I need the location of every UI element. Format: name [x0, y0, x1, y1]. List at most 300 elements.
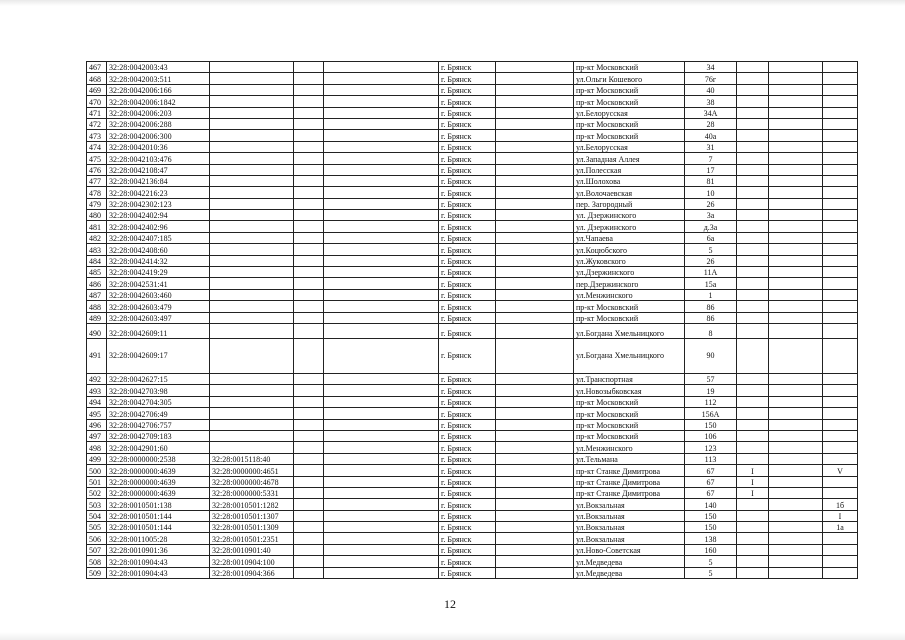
empty-cell: [769, 442, 823, 453]
apartment-cell: [823, 430, 858, 441]
row-number-cell: 476: [87, 164, 107, 175]
linked-cadastral-number-cell: [210, 232, 294, 243]
street-cell: пр-кт Московский: [574, 118, 685, 129]
table-row: [87, 396, 858, 407]
street-cell: пр-кт Московский: [574, 312, 685, 323]
apartment-cell: [823, 278, 858, 289]
cadastral-number-cell: 32:28:0010904:43: [107, 556, 210, 567]
empty-cell: [294, 210, 324, 221]
page-number: 12: [444, 597, 456, 611]
empty-cell: [294, 244, 324, 255]
linked-cadastral-number-cell: 32:28:0000000:5331: [210, 487, 294, 498]
cadastral-number-cell: 32:28:0042709:183: [107, 430, 210, 441]
empty-cell: [294, 465, 324, 476]
empty-cell: [294, 544, 324, 555]
linked-cadastral-number-cell: [210, 396, 294, 407]
city-cell: г. Брянск: [439, 453, 496, 464]
row-number-cell: 484: [87, 255, 107, 266]
empty-cell: [496, 373, 574, 384]
street-cell: ул.Ново-Советская: [574, 544, 685, 555]
house-number-cell: 67: [685, 487, 737, 498]
linked-cadastral-number-cell: [210, 84, 294, 95]
table-row: [87, 232, 858, 243]
table-row: [87, 567, 858, 578]
house-number-cell: 26: [685, 198, 737, 209]
empty-cell: [324, 62, 439, 73]
table-row: [87, 164, 858, 175]
empty-cell: [496, 533, 574, 544]
empty-cell: [324, 130, 439, 141]
apartment-cell: 1а: [823, 522, 858, 533]
linked-cadastral-number-cell: [210, 312, 294, 323]
empty-cell: [294, 118, 324, 129]
city-cell: г. Брянск: [439, 130, 496, 141]
table-row: [87, 476, 858, 487]
empty-cell: [496, 487, 574, 498]
table-row: [87, 84, 858, 95]
empty-cell: [324, 175, 439, 186]
house-number-cell: 86: [685, 301, 737, 312]
linked-cadastral-number-cell: [210, 73, 294, 84]
building-letter-cell: [737, 533, 769, 544]
house-number-cell: 106: [685, 430, 737, 441]
row-number-cell: 508: [87, 556, 107, 567]
apartment-cell: [823, 96, 858, 107]
apartment-cell: [823, 453, 858, 464]
linked-cadastral-number-cell: [210, 164, 294, 175]
city-cell: г. Брянск: [439, 118, 496, 129]
building-letter-cell: [737, 198, 769, 209]
building-letter-cell: [737, 396, 769, 407]
building-letter-cell: [737, 301, 769, 312]
city-cell: г. Брянск: [439, 84, 496, 95]
linked-cadastral-number-cell: [210, 301, 294, 312]
empty-cell: [496, 107, 574, 118]
cadastral-number-cell: 32:28:0042706:757: [107, 419, 210, 430]
cadastral-number-cell: 32:28:0042704:305: [107, 396, 210, 407]
empty-cell: [769, 289, 823, 300]
cadastral-number-cell: 32:28:0042603:460: [107, 289, 210, 300]
empty-cell: [769, 544, 823, 555]
apartment-cell: [823, 221, 858, 232]
building-letter-cell: [737, 312, 769, 323]
cadastral-number-cell: 32:28:0000000:2538: [107, 453, 210, 464]
empty-cell: [496, 408, 574, 419]
apartment-cell: [823, 338, 858, 373]
empty-cell: [769, 232, 823, 243]
empty-cell: [324, 141, 439, 152]
house-number-cell: 28: [685, 118, 737, 129]
linked-cadastral-number-cell: [210, 385, 294, 396]
cadastral-number-cell: 32:28:0042627:15: [107, 373, 210, 384]
row-number-cell: 469: [87, 84, 107, 95]
row-number-cell: 509: [87, 567, 107, 578]
empty-cell: [294, 232, 324, 243]
cadastral-number-cell: 32:28:0042408:60: [107, 244, 210, 255]
row-number-cell: 496: [87, 419, 107, 430]
empty-cell: [294, 289, 324, 300]
cadastral-number-cell: 32:28:0010501:144: [107, 522, 210, 533]
cadastral-number-cell: 32:28:0042006:288: [107, 118, 210, 129]
empty-cell: [324, 465, 439, 476]
row-number-cell: 482: [87, 232, 107, 243]
empty-cell: [496, 301, 574, 312]
street-cell: ул.Ольги Кошевого: [574, 73, 685, 84]
empty-cell: [294, 338, 324, 373]
street-cell: ул.Жуковского: [574, 255, 685, 266]
table-row: [87, 522, 858, 533]
cadastral-number-cell: 32:28:0000000:4639: [107, 487, 210, 498]
empty-cell: [769, 419, 823, 430]
apartment-cell: [823, 107, 858, 118]
empty-cell: [324, 164, 439, 175]
linked-cadastral-number-cell: 32:28:0010904:100: [210, 556, 294, 567]
house-number-cell: 90: [685, 338, 737, 373]
row-number-cell: 479: [87, 198, 107, 209]
street-cell: пр-кт Московский: [574, 408, 685, 419]
empty-cell: [294, 221, 324, 232]
linked-cadastral-number-cell: [210, 141, 294, 152]
cadastral-number-cell: 32:28:0042706:49: [107, 408, 210, 419]
cadastral-number-cell: 32:28:0042531:41: [107, 278, 210, 289]
apartment-cell: [823, 373, 858, 384]
empty-cell: [294, 164, 324, 175]
empty-cell: [324, 442, 439, 453]
street-cell: пр-кт Московский: [574, 130, 685, 141]
linked-cadastral-number-cell: 32:28:0000000:4678: [210, 476, 294, 487]
empty-cell: [769, 84, 823, 95]
empty-cell: [769, 323, 823, 338]
street-cell: пр-кт Московский: [574, 430, 685, 441]
empty-cell: [324, 567, 439, 578]
street-cell: ул.Вокзальная: [574, 533, 685, 544]
house-number-cell: 67: [685, 465, 737, 476]
linked-cadastral-number-cell: [210, 323, 294, 338]
cadastral-number-cell: 32:28:0042901:60: [107, 442, 210, 453]
empty-cell: [324, 118, 439, 129]
linked-cadastral-number-cell: [210, 96, 294, 107]
house-number-cell: 31: [685, 141, 737, 152]
building-letter-cell: [737, 408, 769, 419]
city-cell: г. Брянск: [439, 255, 496, 266]
row-number-cell: 488: [87, 301, 107, 312]
apartment-cell: 1б: [823, 499, 858, 510]
linked-cadastral-number-cell: [210, 153, 294, 164]
building-letter-cell: I: [737, 476, 769, 487]
empty-cell: [496, 419, 574, 430]
linked-cadastral-number-cell: [210, 430, 294, 441]
row-number-cell: 474: [87, 141, 107, 152]
city-cell: г. Брянск: [439, 499, 496, 510]
table-row: [87, 221, 858, 232]
building-letter-cell: [737, 323, 769, 338]
linked-cadastral-number-cell: [210, 338, 294, 373]
empty-cell: [496, 244, 574, 255]
empty-cell: [324, 323, 439, 338]
empty-cell: [324, 430, 439, 441]
building-letter-cell: [737, 232, 769, 243]
empty-cell: [769, 510, 823, 521]
house-number-cell: 1: [685, 289, 737, 300]
empty-cell: [496, 73, 574, 84]
apartment-cell: [823, 210, 858, 221]
cadastral-number-cell: 32:28:0010501:138: [107, 499, 210, 510]
street-cell: ул.Дзержинского: [574, 267, 685, 278]
house-number-cell: 5: [685, 567, 737, 578]
cadastral-number-cell: 32:28:0042006:166: [107, 84, 210, 95]
street-cell: ул.Менжинского: [574, 442, 685, 453]
house-number-cell: 81: [685, 175, 737, 186]
street-cell: ул.Вокзальная: [574, 522, 685, 533]
house-number-cell: 38: [685, 96, 737, 107]
building-letter-cell: [737, 210, 769, 221]
empty-cell: [496, 221, 574, 232]
apartment-cell: [823, 175, 858, 186]
row-number-cell: 467: [87, 62, 107, 73]
building-letter-cell: [737, 510, 769, 521]
empty-cell: [324, 312, 439, 323]
table-row: [87, 338, 858, 373]
cadastral-number-cell: 32:28:0042006:1842: [107, 96, 210, 107]
empty-cell: [769, 385, 823, 396]
table-row: [87, 487, 858, 498]
empty-cell: [769, 373, 823, 384]
apartment-cell: [823, 198, 858, 209]
street-cell: ул.Тельмана: [574, 453, 685, 464]
table-row: [87, 130, 858, 141]
city-cell: г. Брянск: [439, 141, 496, 152]
linked-cadastral-number-cell: [210, 244, 294, 255]
empty-cell: [324, 96, 439, 107]
apartment-cell: [823, 130, 858, 141]
house-number-cell: 34А: [685, 107, 737, 118]
empty-cell: [496, 544, 574, 555]
linked-cadastral-number-cell: [210, 107, 294, 118]
building-letter-cell: [737, 62, 769, 73]
building-letter-cell: [737, 567, 769, 578]
linked-cadastral-number-cell: [210, 442, 294, 453]
empty-cell: [294, 96, 324, 107]
cadastral-number-cell: 32:28:0010501:144: [107, 510, 210, 521]
register-table-body: [87, 62, 858, 579]
house-number-cell: 160: [685, 544, 737, 555]
table-row: [87, 289, 858, 300]
row-number-cell: 480: [87, 210, 107, 221]
street-cell: пр-кт Станке Димитрова: [574, 465, 685, 476]
empty-cell: [294, 62, 324, 73]
city-cell: г. Брянск: [439, 232, 496, 243]
linked-cadastral-number-cell: 32:28:0010501:1307: [210, 510, 294, 521]
empty-cell: [324, 499, 439, 510]
row-number-cell: 499: [87, 453, 107, 464]
empty-cell: [496, 396, 574, 407]
city-cell: г. Брянск: [439, 175, 496, 186]
linked-cadastral-number-cell: [210, 198, 294, 209]
empty-cell: [496, 153, 574, 164]
apartment-cell: [823, 164, 858, 175]
empty-cell: [324, 187, 439, 198]
empty-cell: [324, 408, 439, 419]
city-cell: г. Брянск: [439, 465, 496, 476]
row-number-cell: 503: [87, 499, 107, 510]
row-number-cell: 493: [87, 385, 107, 396]
empty-cell: [769, 301, 823, 312]
empty-cell: [294, 130, 324, 141]
linked-cadastral-number-cell: [210, 175, 294, 186]
row-number-cell: 472: [87, 118, 107, 129]
cadastral-number-cell: 32:28:0042407:185: [107, 232, 210, 243]
city-cell: г. Брянск: [439, 430, 496, 441]
cadastral-number-cell: 32:28:0010904:43: [107, 567, 210, 578]
empty-cell: [769, 533, 823, 544]
building-letter-cell: [737, 453, 769, 464]
city-cell: г. Брянск: [439, 278, 496, 289]
row-number-cell: 481: [87, 221, 107, 232]
city-cell: г. Брянск: [439, 510, 496, 521]
house-number-cell: 150: [685, 522, 737, 533]
street-cell: ул.Полесская: [574, 164, 685, 175]
row-number-cell: 483: [87, 244, 107, 255]
row-number-cell: 468: [87, 73, 107, 84]
empty-cell: [769, 130, 823, 141]
empty-cell: [769, 62, 823, 73]
cadastral-number-cell: 32:28:0042609:11: [107, 323, 210, 338]
row-number-cell: 477: [87, 175, 107, 186]
empty-cell: [324, 510, 439, 521]
table-row: [87, 408, 858, 419]
empty-cell: [294, 396, 324, 407]
apartment-cell: [823, 73, 858, 84]
building-letter-cell: [737, 164, 769, 175]
empty-cell: [496, 338, 574, 373]
empty-cell: [769, 175, 823, 186]
empty-cell: [324, 373, 439, 384]
street-cell: ул.Белорусская: [574, 141, 685, 152]
empty-cell: [496, 96, 574, 107]
street-cell: ул.Медведева: [574, 556, 685, 567]
cadastral-number-cell: 32:28:0042414:32: [107, 255, 210, 266]
empty-cell: [324, 453, 439, 464]
house-number-cell: 5: [685, 556, 737, 567]
building-letter-cell: [737, 130, 769, 141]
apartment-cell: [823, 556, 858, 567]
street-cell: пер.Дзержинского: [574, 278, 685, 289]
city-cell: г. Брянск: [439, 153, 496, 164]
building-letter-cell: [737, 255, 769, 266]
empty-cell: [496, 567, 574, 578]
empty-cell: [769, 408, 823, 419]
row-number-cell: 489: [87, 312, 107, 323]
cadastral-number-cell: 32:28:0042103:476: [107, 153, 210, 164]
apartment-cell: [823, 289, 858, 300]
row-number-cell: 491: [87, 338, 107, 373]
row-number-cell: 492: [87, 373, 107, 384]
empty-cell: [496, 130, 574, 141]
empty-cell: [769, 187, 823, 198]
apartment-cell: [823, 533, 858, 544]
house-number-cell: 138: [685, 533, 737, 544]
table-row: [87, 499, 858, 510]
empty-cell: [324, 198, 439, 209]
table-row: [87, 267, 858, 278]
street-cell: ул.Новозыбковская: [574, 385, 685, 396]
empty-cell: [294, 175, 324, 186]
empty-cell: [324, 419, 439, 430]
table-row: [87, 187, 858, 198]
apartment-cell: [823, 385, 858, 396]
table-row: [87, 419, 858, 430]
linked-cadastral-number-cell: [210, 118, 294, 129]
city-cell: г. Брянск: [439, 442, 496, 453]
linked-cadastral-number-cell: 32:28:0010501:1282: [210, 499, 294, 510]
empty-cell: [324, 396, 439, 407]
city-cell: г. Брянск: [439, 408, 496, 419]
apartment-cell: [823, 232, 858, 243]
table-row: [87, 544, 858, 555]
empty-cell: [324, 278, 439, 289]
apartment-cell: [823, 408, 858, 419]
cadastral-number-cell: 32:28:0042419:29: [107, 267, 210, 278]
empty-cell: [496, 476, 574, 487]
empty-cell: [496, 232, 574, 243]
house-number-cell: 7: [685, 153, 737, 164]
empty-cell: [294, 153, 324, 164]
empty-cell: [324, 522, 439, 533]
apartment-cell: [823, 141, 858, 152]
table-row: [87, 442, 858, 453]
street-cell: ул.Западная Аллея: [574, 153, 685, 164]
building-letter-cell: [737, 221, 769, 232]
linked-cadastral-number-cell: 32:28:0000000:4651: [210, 465, 294, 476]
house-number-cell: 11А: [685, 267, 737, 278]
linked-cadastral-number-cell: 32:28:0010501:2351: [210, 533, 294, 544]
empty-cell: [294, 419, 324, 430]
linked-cadastral-number-cell: [210, 210, 294, 221]
city-cell: г. Брянск: [439, 62, 496, 73]
apartment-cell: [823, 544, 858, 555]
row-number-cell: 497: [87, 430, 107, 441]
empty-cell: [294, 84, 324, 95]
house-number-cell: д.3а: [685, 221, 737, 232]
empty-cell: [294, 267, 324, 278]
empty-cell: [294, 533, 324, 544]
building-letter-cell: [737, 430, 769, 441]
table-row: [87, 118, 858, 129]
empty-cell: [294, 255, 324, 266]
empty-cell: [324, 533, 439, 544]
table-row: [87, 301, 858, 312]
empty-cell: [294, 522, 324, 533]
row-number-cell: 505: [87, 522, 107, 533]
empty-cell: [324, 107, 439, 118]
table-row: [87, 141, 858, 152]
empty-cell: [496, 522, 574, 533]
apartment-cell: [823, 442, 858, 453]
empty-cell: [496, 453, 574, 464]
empty-cell: [324, 338, 439, 373]
linked-cadastral-number-cell: 32:28:0010901:40: [210, 544, 294, 555]
row-number-cell: 506: [87, 533, 107, 544]
city-cell: г. Брянск: [439, 373, 496, 384]
cadastral-number-cell: 32:28:0042402:96: [107, 221, 210, 232]
street-cell: пр-кт Станке Димитрова: [574, 476, 685, 487]
empty-cell: [769, 430, 823, 441]
city-cell: г. Брянск: [439, 198, 496, 209]
empty-cell: [294, 187, 324, 198]
house-number-cell: 67: [685, 476, 737, 487]
house-number-cell: 17: [685, 164, 737, 175]
empty-cell: [769, 141, 823, 152]
